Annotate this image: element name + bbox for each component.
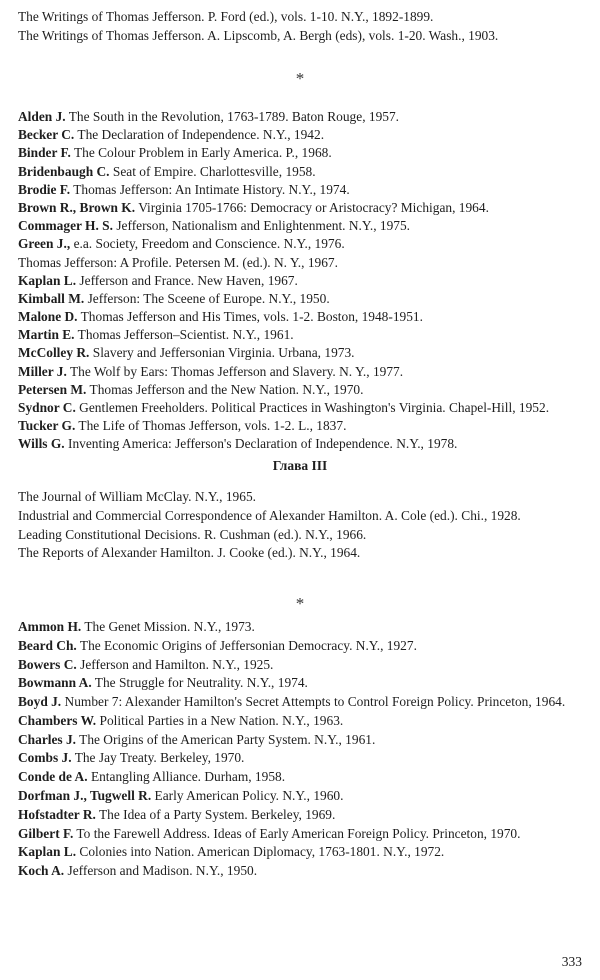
bib-entry [18,750,594,767]
bib-author: Kimball M. [18,290,85,306]
bib-author: Binder F. [18,145,71,161]
bib-entry [18,732,594,749]
bib-title: The Genet Mission. N.Y., 1973. [84,619,255,634]
source-entry: Industrial and Commercial Correspondence of Alexander Hamilton. A. Cole (ed.). Chi., 1928. [18,507,521,523]
bibliography-list [0,109,600,455]
bib-title: Thomas Jefferson and the New Nation. N.Y., 1970. [89,381,364,397]
bib-entry [18,127,594,144]
bib-entry [18,291,594,308]
bib-author: Commager H. S. [18,218,113,234]
bib-entry [18,769,594,786]
bib-author: Becker C. [18,127,75,143]
bib-author: Kaplan L. [18,844,77,860]
bib-title: Thomas Jefferson: An Intimate History. N.Y., 1974. [73,181,350,197]
bib-author: Green J., [18,236,71,252]
bib-title: The South in the Revolution, 1763-1789. Baton Rouge, 1957. [68,109,400,124]
source-entry: The Writings of Thomas Jefferson. A. Lipscomb, A. Bergh (eds), vols. 1-20. Wash., 1903. [18,27,499,43]
section-separator: * [295,69,305,88]
bib-entry [18,218,594,235]
bib-title: Political Parties in a New Nation. N.Y., 1963. [99,712,344,728]
bib-author: Beard Ch. [18,637,77,653]
bib-title: The Jay Treaty. Berkeley, 1970. [74,750,245,766]
bib-author: Tucker G. [18,418,76,434]
bib-author: Sydnor C. [18,400,76,415]
bib-title: Jefferson and Hamilton. N.Y., 1925. [80,656,274,672]
bib-title: The Idea of a Party System. Berkeley, 1969. [98,806,336,822]
bib-entry [18,345,594,362]
bib-author: Chambers W. [18,712,97,728]
bib-title: The Colour Problem in Early America. P., 1968. [73,145,332,161]
bib-title: The Struggle for Neutrality. N.Y., 1974. [94,675,308,691]
bib-title: Virginia 1705-1766: Democracy or Aristocracy? Michigan, 1964. [138,199,489,215]
bib-entry [18,164,594,181]
bibliography-list [0,619,600,882]
bib-author: Petersen M. [18,381,87,397]
bib-title: Jefferson: The Sceene of Europe. N.Y., 1950. [87,290,330,306]
bib-entry [18,863,594,880]
bib-entry [18,382,594,399]
bib-title: Seat of Empire. Charlottesville, 1958. [112,163,316,179]
bib-author: Brown R., Brown K. [18,199,136,215]
bib-entry [18,273,594,290]
bib-author: Bowers C. [18,656,77,672]
bib-entry [18,236,594,253]
bib-author: Alden J. [18,109,66,124]
bib-title: Colonies into Nation. American Diplomacy, 1763-1801. N.Y., 1972. [79,844,445,860]
bib-title: Thomas Jefferson and His Times, vols. 1-2. Boston, 1948-1951. [80,309,423,325]
bib-author: Miller J. [18,363,67,379]
bib-author: Dorfman J., Tugwell R. [18,788,152,804]
bib-title: Early American Policy. N.Y., 1960. [154,788,344,804]
bib-entry [18,844,594,861]
page-number: 333 [561,954,582,969]
bib-entry [18,309,594,326]
bib-title: Gentlemen Freeholders. Political Practices in Washington's Virginia. Chapel-Hill, 1952. [79,400,550,415]
bib-title: The Life of Thomas Jefferson, vols. 1-2. L., 1837. [78,418,347,434]
bib-title: Thomas Jefferson: A Profile. Petersen M. (ed.). N. Y., 1967. [18,254,338,270]
source-entry: The Writings of Thomas Jefferson. P. Ford (ed.), vols. 1-10. N.Y., 1892-1899. [18,9,434,24]
primary-sources-list [0,489,600,564]
bib-entry [18,364,594,381]
bib-author: Kaplan L. [18,272,77,288]
bib-title: To the Farewell Address. Ideas of Early American Foreign Policy. Princeton, 1970. [76,825,521,841]
bib-title: Slavery and Jeffersonian Virginia. Urbana, 1973. [92,345,355,361]
bib-entry [18,826,594,843]
bib-title: The Wolf by Ears: Thomas Jefferson and Slavery. N. Y., 1977. [69,363,404,379]
bib-title: Jefferson and France. New Haven, 1967. [79,272,298,288]
bib-author: Combs J. [18,750,72,766]
bib-entry [18,182,594,199]
bib-title: Inventing America: Jefferson's Declaration of Independence. N.Y., 1978. [68,436,458,452]
bib-entry [18,436,594,453]
bib-entry [18,694,594,711]
bib-entry [18,327,594,344]
bib-title: Entangling Alliance. Durham, 1958. [90,769,286,785]
bib-entry [18,400,594,417]
bib-author: Bridenbaugh C. [18,163,110,179]
bib-title: Number 7: Alexander Hamilton's Secret Attempts to Control Foreign Policy. Princeton, 1964. [64,694,566,710]
bib-entry [18,619,594,636]
bib-author: Wills G. [18,436,65,452]
bib-entry [18,788,594,805]
bib-author: Conde de A. [18,769,88,785]
bib-author: Brodie F. [18,181,71,197]
bib-author: Malone D. [18,309,78,325]
bib-author: Hofstadter R. [18,806,96,822]
section-separator: * [295,594,305,613]
bib-title: The Origins of the American Party System. N.Y., 1961. [79,731,376,747]
bib-title: Jefferson, Nationalism and Enlightenment. N.Y., 1975. [116,218,411,234]
bib-author: Boyd J. [18,694,62,710]
bib-entry [18,200,594,217]
bib-entry [18,657,594,674]
bib-title: Thomas Jefferson–Scientist. N.Y., 1961. [77,327,294,343]
bib-author: Charles J. [18,731,77,747]
bib-author: Gilbert F. [18,825,74,841]
chapter-heading: Глава III [272,458,328,473]
bib-author: McColley R. [18,345,90,361]
source-entry: The Journal of William McClay. N.Y., 1965. [18,489,256,504]
bib-author: Ammon H. [18,619,82,634]
bib-title: The Economic Origins of Jeffersonian Democracy. N.Y., 1927. [79,637,417,653]
bib-title: Jefferson and Madison. N.Y., 1950. [67,863,258,879]
source-entry: The Reports of Alexander Hamilton. J. Cooke (ed.). N.Y., 1964. [18,545,361,561]
bib-title: The Declaration of Independence. N.Y., 1942. [77,127,325,143]
bib-entry [18,675,594,692]
bib-entry [18,713,594,730]
bib-entry [18,638,594,655]
source-entry: Leading Constitutional Decisions. R. Cushman (ed.). N.Y., 1966. [18,526,367,542]
bib-entry [18,255,594,272]
bib-entry [18,109,594,126]
bib-entry [18,145,594,162]
bib-title: e.a. Society, Freedom and Conscience. N.Y., 1976. [73,236,345,252]
bib-entry [18,418,594,435]
bib-author: Koch A. [18,863,65,879]
bib-author: Bowmann A. [18,675,92,691]
bib-entry [18,807,594,824]
bib-author: Martin E. [18,327,75,343]
primary-sources-list [0,9,600,47]
